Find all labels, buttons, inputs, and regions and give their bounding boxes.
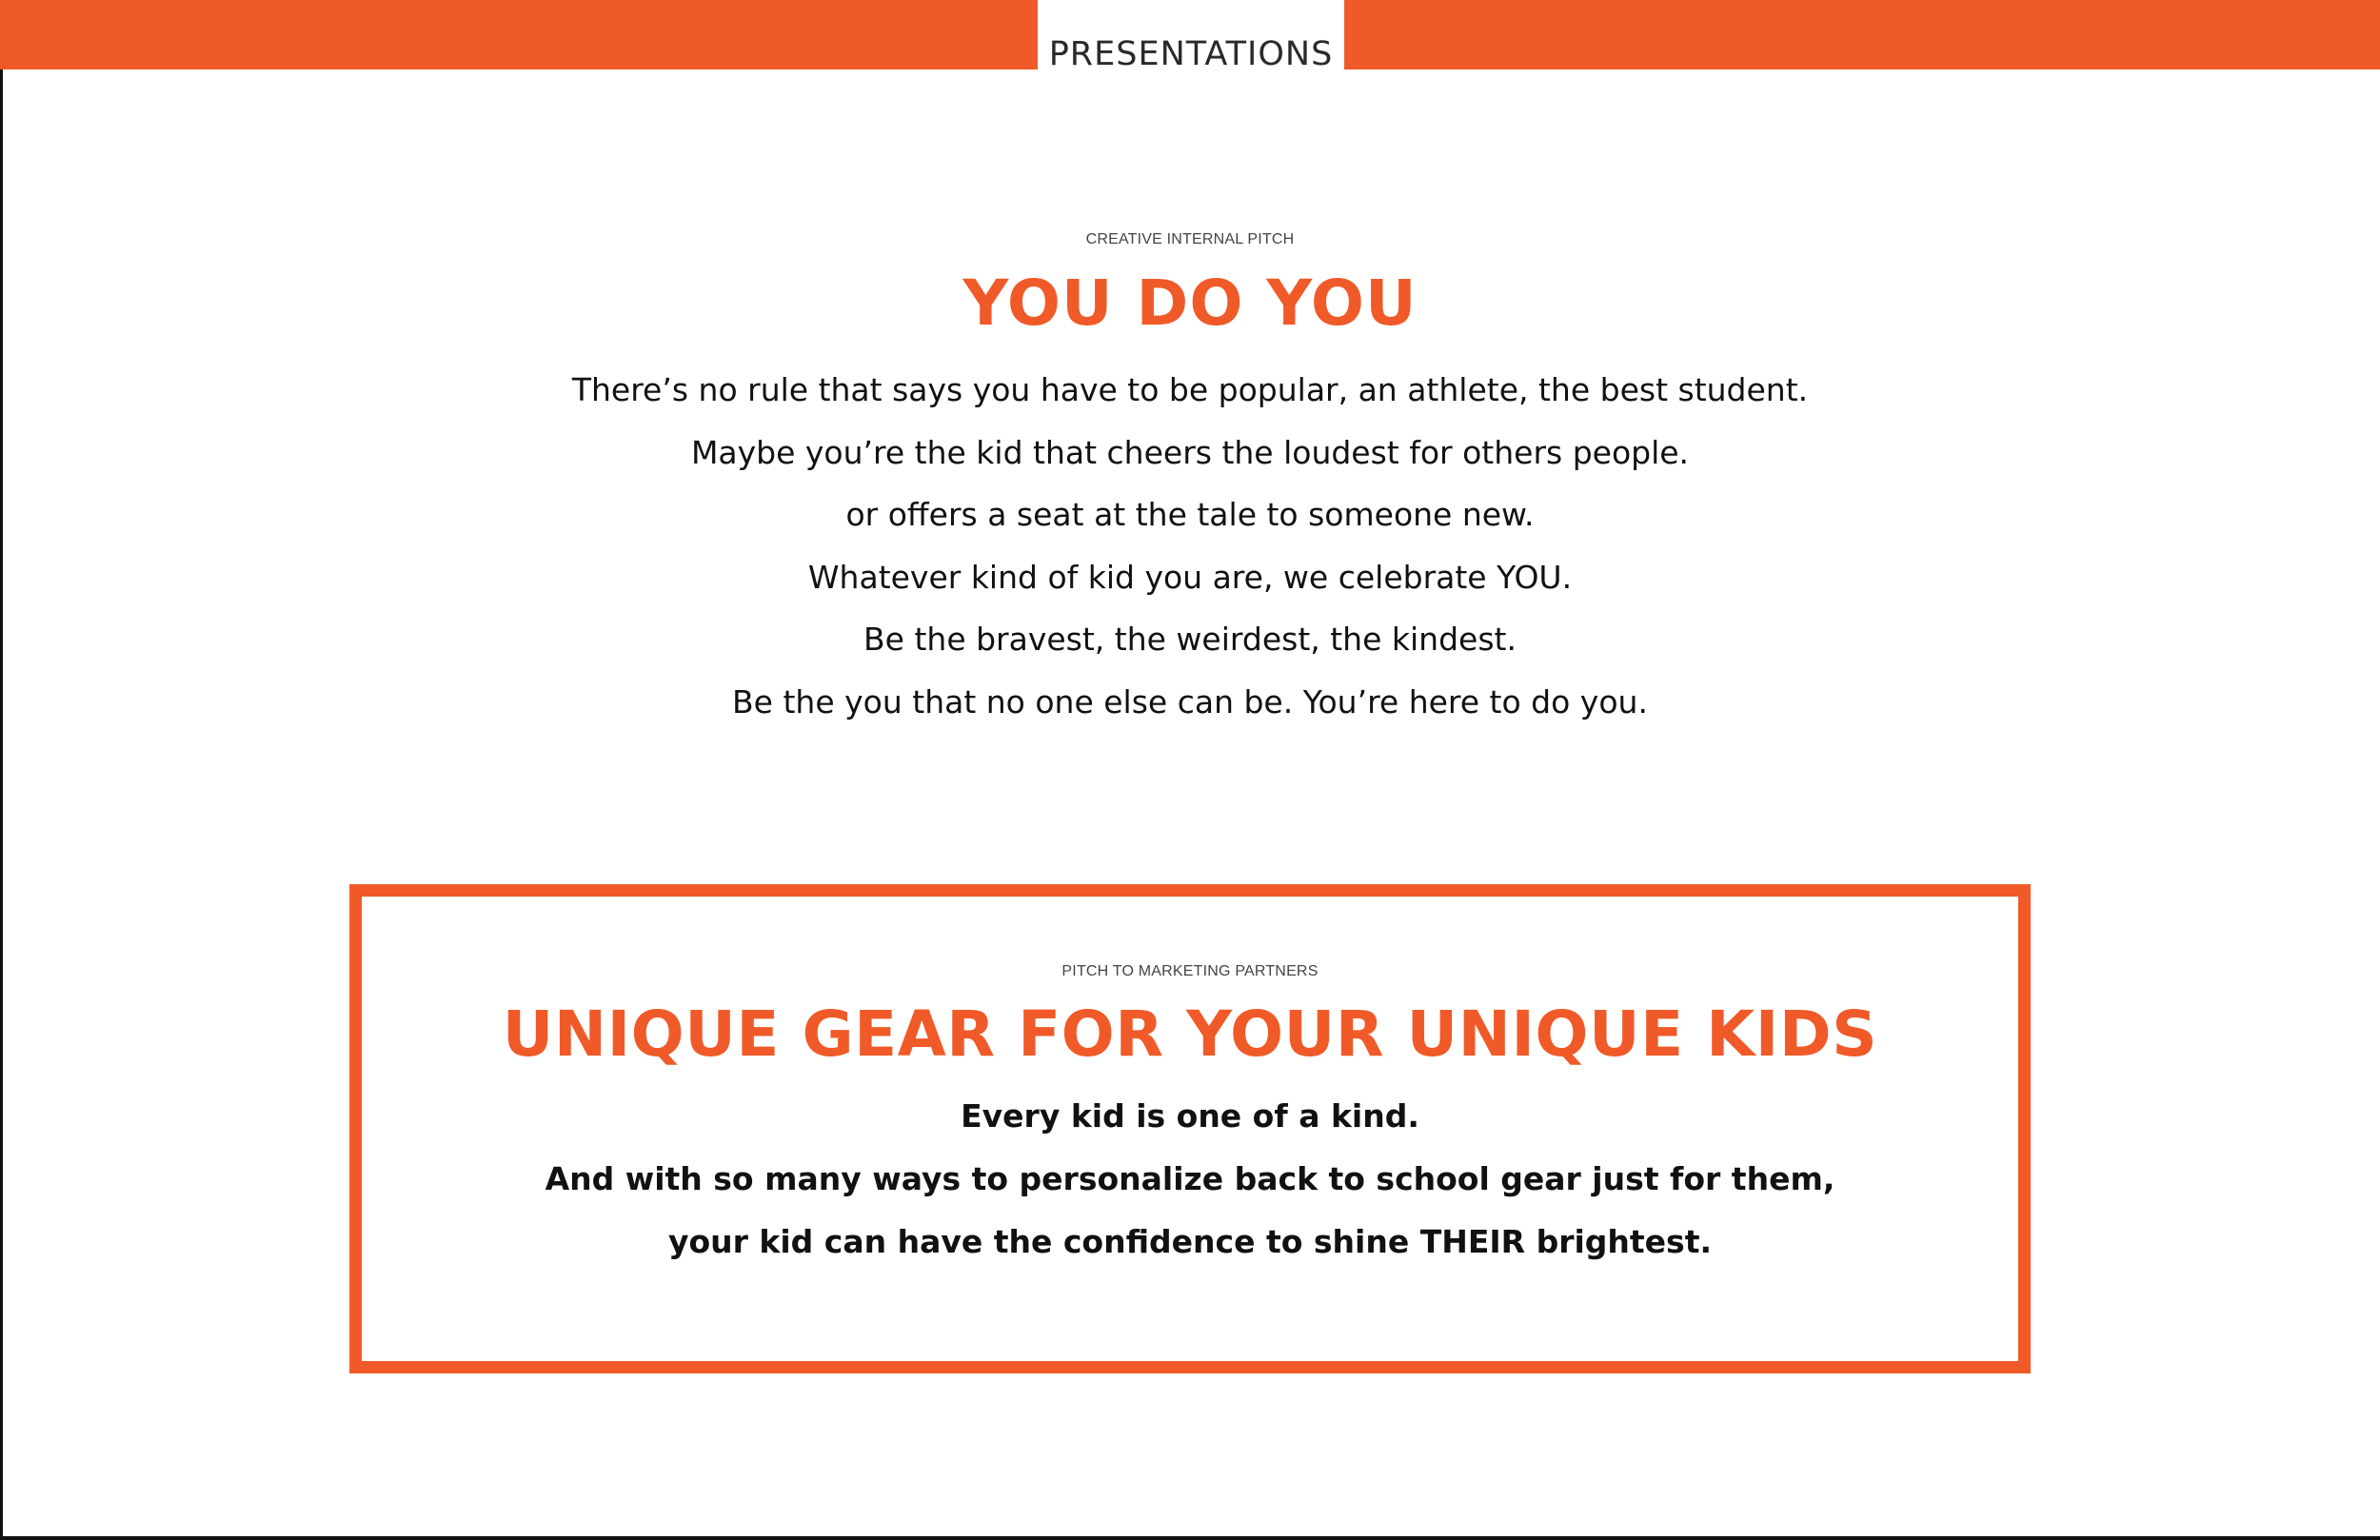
section-body bbox=[0, 1085, 2380, 1273]
body-line: Be the bravest, the weirdest, the kindest. bbox=[863, 621, 1517, 658]
header-tab bbox=[1038, 0, 1344, 82]
body-line: or offers a seat at the tale to someone new. bbox=[845, 496, 1535, 533]
header-tab-label: PRESENTATIONS bbox=[1048, 35, 1334, 73]
section-headline: UNIQUE GEAR FOR YOUR UNIQUE KIDS bbox=[502, 997, 1878, 1071]
section-body bbox=[0, 359, 2380, 733]
body-line: And with so many ways to personalize back to school gear just for them, bbox=[545, 1160, 1835, 1197]
internal-pitch-section bbox=[0, 232, 2380, 733]
section-eyebrow: CREATIVE INTERNAL PITCH bbox=[1085, 231, 1295, 247]
body-line: your kid can have the confidence to shine THEIR brightest. bbox=[667, 1223, 1713, 1260]
section-eyebrow: PITCH TO MARKETING PARTNERS bbox=[1061, 963, 1319, 979]
body-line: Be the you that no one else can be. You’re here to do you. bbox=[732, 682, 1648, 721]
page-frame-bottom-border bbox=[0, 1536, 2380, 1540]
partner-pitch-section bbox=[0, 964, 2380, 1273]
section-headline: YOU DO YOU bbox=[962, 267, 1418, 340]
body-line: There’s no rule that says you have to be popular, an athlete, the best student. bbox=[571, 371, 1809, 408]
body-line: Maybe you’re the kid that cheers the loudest for others people. bbox=[690, 433, 1690, 471]
body-line: Whatever kind of kid you are, we celebrate YOU. bbox=[807, 558, 1573, 596]
body-line: Every kid is one of a kind. bbox=[961, 1097, 1419, 1135]
